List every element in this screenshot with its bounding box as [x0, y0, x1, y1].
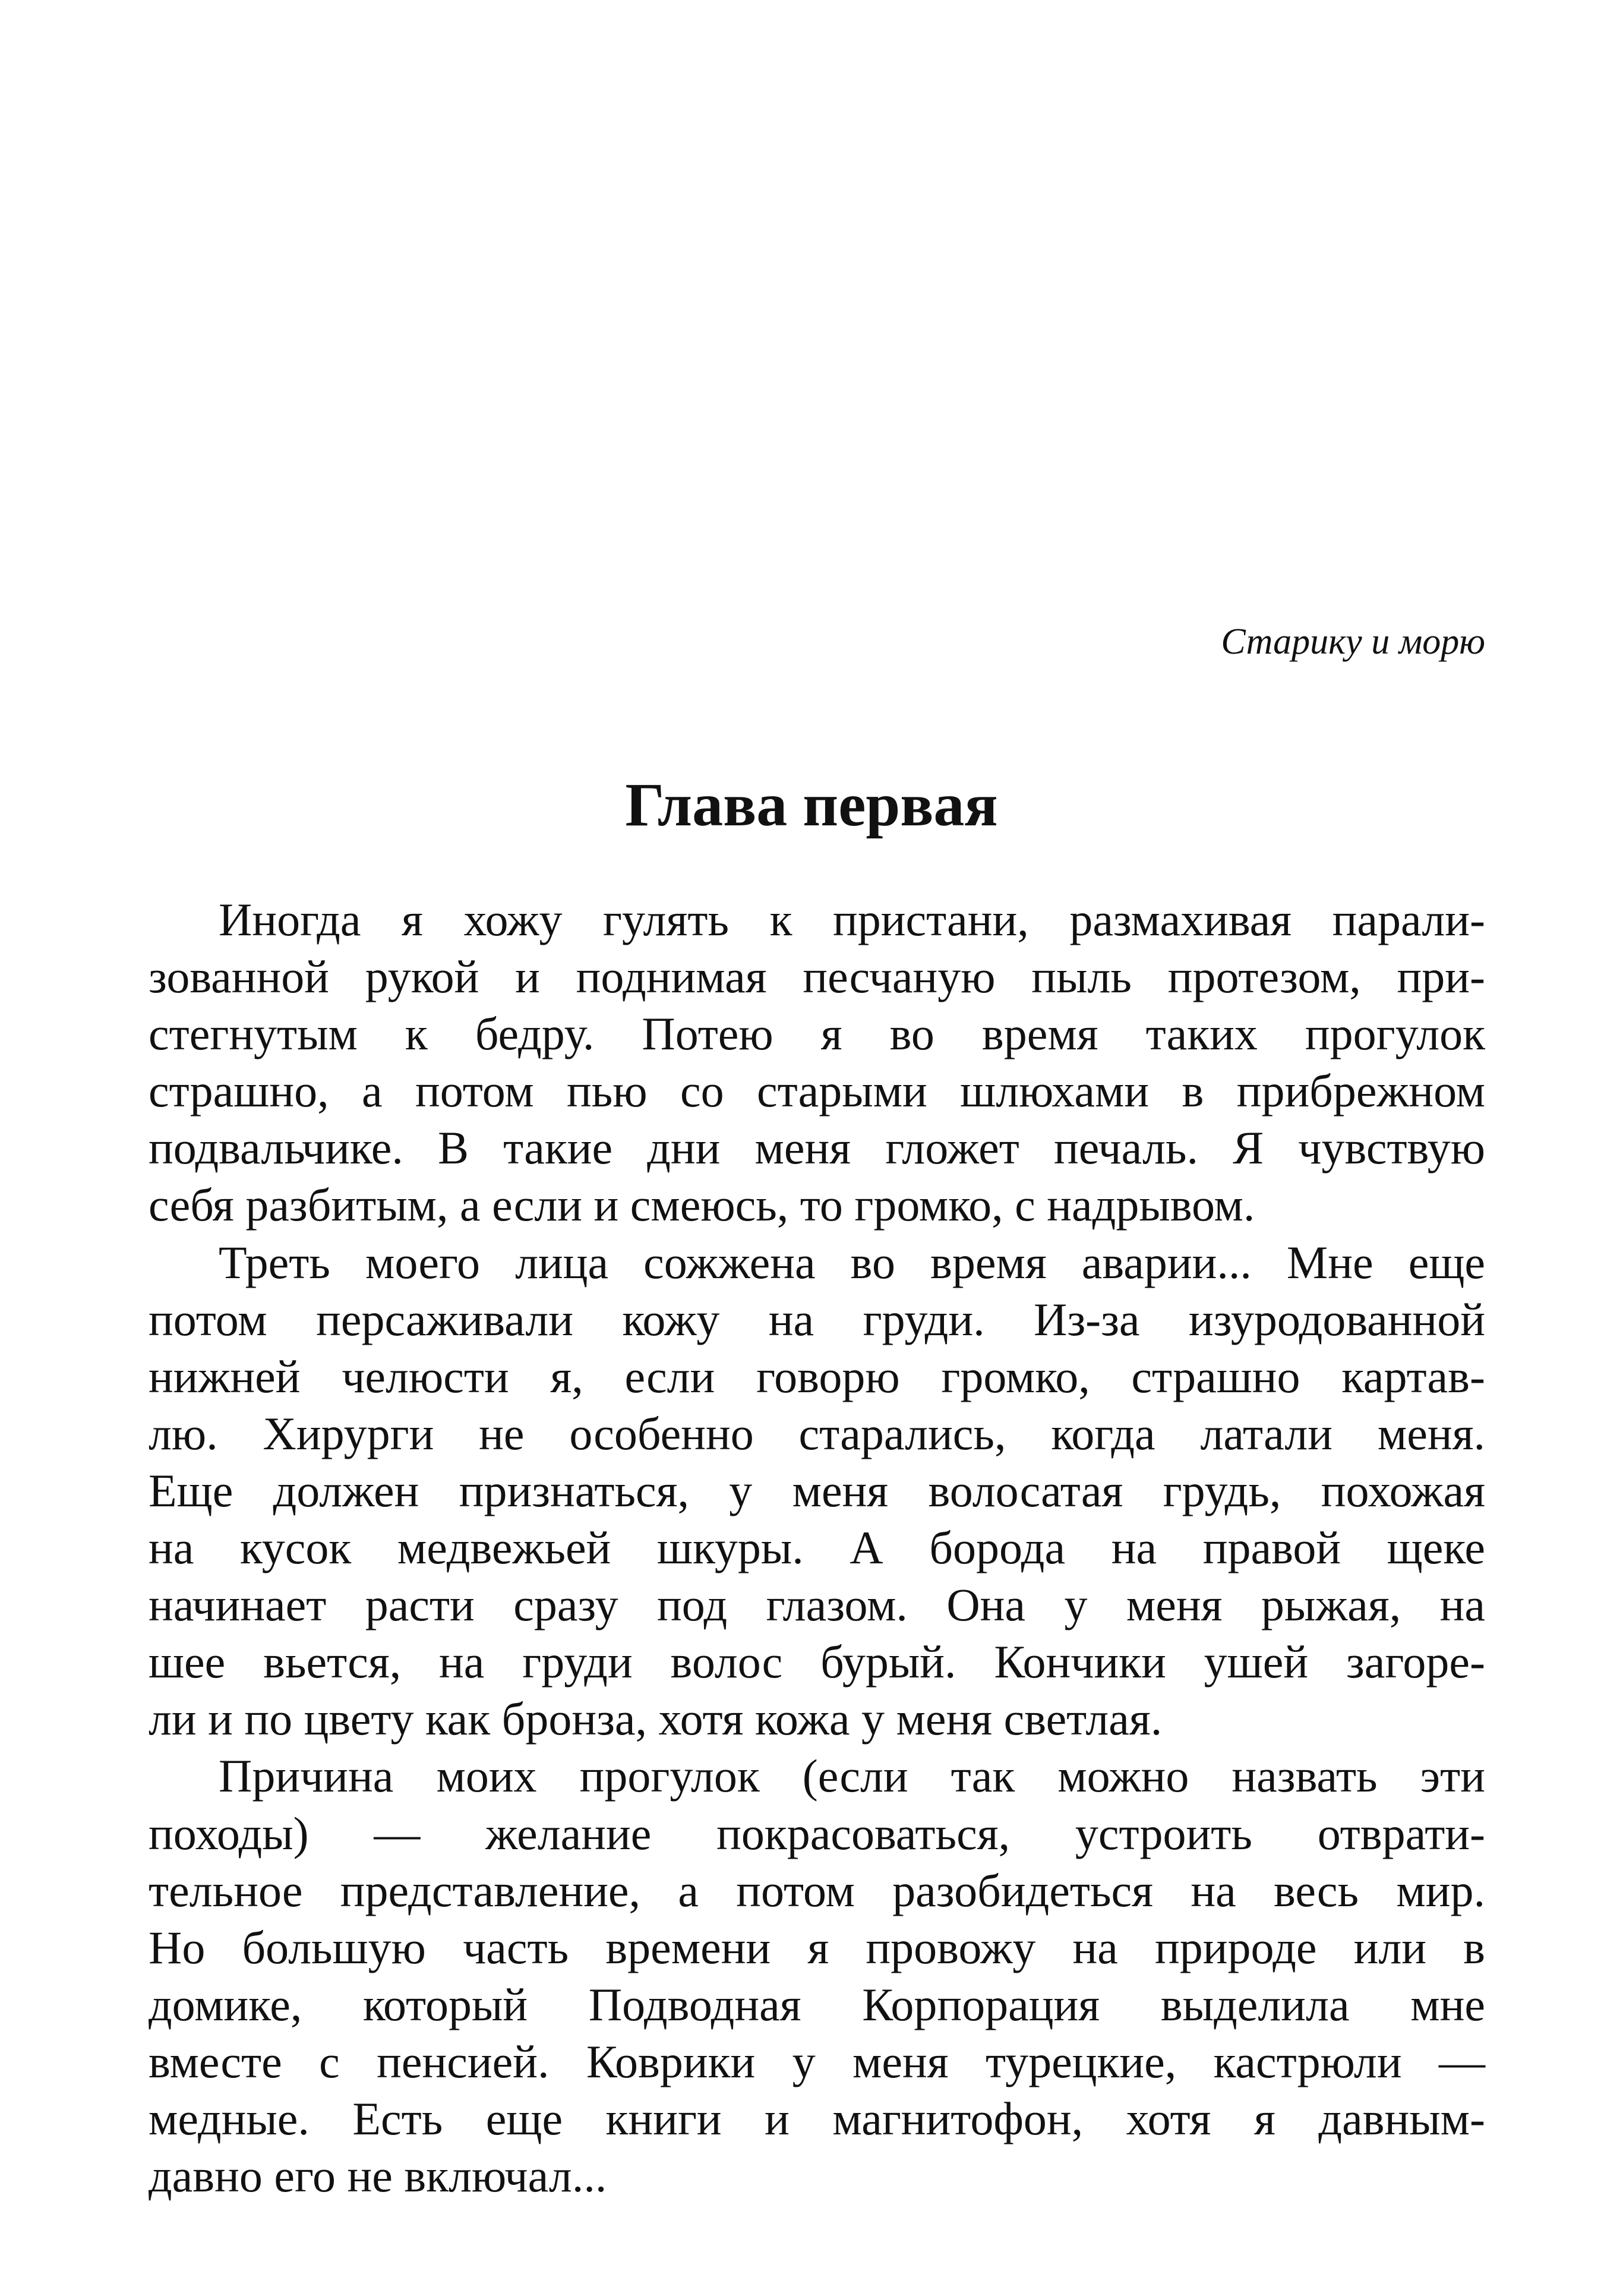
paragraph: [149, 1234, 1485, 1748]
text-line: начинает расти сразу под глазом. Она у меня рыжая, на: [149, 1579, 1485, 1631]
text-line: Но большую часть времени я провожу на природе или в: [149, 1921, 1485, 1973]
text-line: шее вьется, на груди волос бурый. Кончики ушей загоре-: [149, 1636, 1485, 1688]
epigraph: Старику и морю: [1221, 622, 1485, 662]
paragraph: [149, 891, 1485, 1234]
chapter-title: Глава первая: [625, 771, 998, 839]
text-line: Причина моих прогулок (если так можно назвать эти: [219, 1750, 1485, 1802]
text-line: себя разбитым, а если и смеюсь, то громко, с надрывом.: [149, 1179, 1255, 1231]
text-line: на кусок медвежьей шкуры. А борода на правой щеке: [149, 1522, 1485, 1574]
chapter-body: [149, 891, 1485, 2204]
text-line: нижней челюсти я, если говорю громко, страшно картав-: [149, 1350, 1485, 1402]
text-line: зованной рукой и поднимая песчаную пыль протезом, при-: [149, 951, 1485, 1003]
text-line: лю. Хирурги не особенно старались, когда латали меня.: [149, 1407, 1485, 1459]
text-line: медные. Есть еще книги и магнитофон, хотя я давным-: [149, 2092, 1485, 2144]
text-line: Иногда я хожу гулять к пристани, размахивая парали-: [219, 894, 1485, 945]
text-line: ли и по цвету как бронза, хотя кожа у меня светлая.: [149, 1693, 1163, 1745]
text-line: давно его не включал...: [149, 2150, 607, 2202]
text-line: Треть моего лица сожжена во время аварии... Мне еще: [219, 1236, 1485, 1288]
text-line: подвальчике. В такие дни меня гложет печаль. Я чувствую: [149, 1122, 1485, 1174]
text-line: страшно, а потом пью со старыми шлюхами в прибрежном: [149, 1065, 1485, 1117]
text-line: тельное представление, а потом разобидеться на весь мир.: [149, 1864, 1485, 1916]
text-line: стегнутым к бедру. Потею я во время таких прогулок: [149, 1008, 1485, 1060]
text-line: домике, который Подводная Корпорация выделила мне: [149, 1978, 1485, 2030]
text-line: походы) — желание покрасоваться, устроить отврати-: [149, 1807, 1485, 1859]
text-line: вместе с пенсией. Коврики у меня турецкие, кастрюли —: [149, 2035, 1485, 2087]
text-line: потом персаживали кожу на груди. Из-за изуродованной: [149, 1293, 1485, 1345]
text-line: Еще должен признаться, у меня волосатая грудь, похожая: [149, 1464, 1485, 1516]
paragraph: [149, 1748, 1485, 2204]
